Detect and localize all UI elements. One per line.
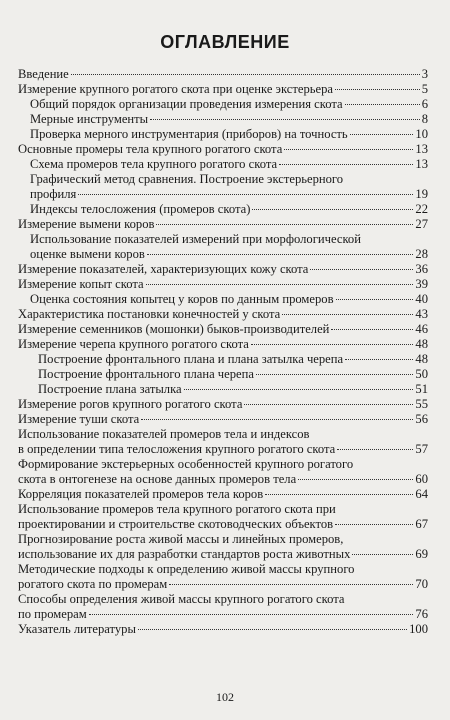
toc-entry-title-line: Графический метод сравнения. Построение экстерьерного: [30, 172, 344, 186]
toc-entry: [18, 547, 428, 562]
toc-entry-page: 48: [415, 352, 428, 366]
toc-entry: [18, 82, 428, 97]
toc-entry-title: Корреляция показателей промеров тела коров: [18, 487, 264, 501]
toc-entry: [30, 112, 428, 127]
toc-entry-title: скота в онтогенезе на основе данных промеров тела: [18, 472, 297, 486]
dot-leader: [78, 194, 413, 195]
dot-leader: [336, 299, 414, 300]
toc-entry-title: Указатель литературы: [18, 622, 136, 636]
toc-entry: [18, 277, 428, 292]
dot-leader: [150, 119, 420, 120]
toc-entry-page: 39: [415, 277, 428, 291]
toc-entry-title: Измерение вымени коров: [18, 217, 155, 231]
toc-entry-page: 69: [415, 547, 428, 561]
toc-entry-page: 10: [415, 127, 428, 141]
toc-entry-title-line: Использование показателей промеров тела и индексов: [18, 427, 310, 441]
toc-entry: [30, 247, 428, 262]
page-number: 102: [216, 690, 234, 704]
toc-entry-title: Измерение крупного рогатого скота при оценке экстерьера: [18, 82, 333, 96]
toc-entry-title: Измерение семенников (мошонки) быков-производителей: [18, 322, 330, 336]
dot-leader: [252, 209, 413, 210]
toc-entry: [38, 367, 428, 382]
dot-leader: [169, 584, 413, 585]
toc-entry: [18, 577, 428, 592]
toc-entry-page: 5: [421, 82, 428, 96]
toc-entry-page: 76: [415, 607, 428, 621]
toc-entry-title: Измерение туши скота: [18, 412, 140, 426]
dot-leader: [156, 224, 413, 225]
toc-entry: [18, 472, 428, 487]
toc-entry-page: 3: [421, 67, 428, 81]
dot-leader: [350, 134, 414, 135]
dot-leader: [71, 74, 420, 75]
toc-entry-title-line: Использование показателей измерений при морфологической: [30, 232, 361, 246]
toc-entry: [38, 352, 428, 367]
toc-entry-page: 13: [415, 157, 428, 171]
toc-entry-title: Измерение показателей, характеризующих кожу скота: [18, 262, 309, 276]
toc-entry: [30, 157, 428, 172]
toc-entry-title: профиля: [30, 187, 77, 201]
toc-entry: [18, 412, 428, 427]
dot-leader: [184, 389, 414, 390]
dot-leader: [335, 524, 413, 525]
toc-entry-page: 46: [415, 322, 428, 336]
toc-entry: [18, 142, 428, 157]
dot-leader: [345, 359, 413, 360]
toc-entry-title-line: Формирование экстерьерных особенностей крупного рогатого: [18, 457, 354, 471]
toc-entry: [18, 307, 428, 322]
toc-entry: [18, 442, 428, 457]
toc-entry-page: 13: [415, 142, 428, 156]
toc-entry-page: 22: [415, 202, 428, 216]
toc-entry-page: 50: [415, 367, 428, 381]
toc-entry: [18, 217, 428, 232]
toc-entry-title: в определении типа телосложения крупного рогатого скота: [18, 442, 336, 456]
dot-leader: [256, 374, 413, 375]
toc-entry: [30, 202, 428, 217]
toc-entry-title: проектировании и строительстве скотоводческих объектов: [18, 517, 334, 531]
toc-entry: [18, 517, 428, 532]
toc-entry: [30, 127, 428, 142]
dot-leader: [244, 404, 413, 405]
toc-entry-page: 70: [415, 577, 428, 591]
toc-entry-page: 6: [421, 97, 428, 111]
toc-entry-page: 64: [415, 487, 428, 501]
toc-entry: [38, 382, 428, 397]
toc-entry-title: по промерам: [18, 607, 87, 621]
toc-entry: [30, 292, 428, 307]
toc-entry-title: Измерение копыт скота: [18, 277, 144, 291]
toc-entry: [18, 322, 428, 337]
dot-leader: [284, 149, 413, 150]
toc-entry-title: Мерные инструменты: [30, 112, 149, 126]
toc-entry-title: Измерение рогов крупного рогатого скота: [18, 397, 243, 411]
toc-entry-page: 8: [421, 112, 428, 126]
toc-entry-page: 55: [415, 397, 428, 411]
dot-leader: [141, 419, 413, 420]
dot-leader: [282, 314, 413, 315]
dot-leader: [310, 269, 413, 270]
toc-entry-page: 27: [415, 217, 428, 231]
toc-entry-title: Общий порядок организации проведения измерения скота: [30, 97, 343, 111]
toc-entry-title: Схема промеров тела крупного рогатого скота: [30, 157, 278, 171]
dot-leader: [279, 164, 413, 165]
toc-entry-title: Измерение черепа крупного рогатого скота: [18, 337, 249, 351]
toc-entry: [30, 187, 428, 202]
toc-entry: [18, 337, 428, 352]
toc-entry: [18, 607, 428, 622]
toc-entry-page: 48: [415, 337, 428, 351]
toc-entry-title: Построение фронтального плана черепа: [38, 367, 254, 381]
dot-leader: [298, 479, 413, 480]
toc-entry: [30, 97, 428, 112]
toc-entry-title: использование их для разработки стандартов роста животных: [18, 547, 351, 561]
dot-leader: [337, 449, 413, 450]
toc-entry: [18, 397, 428, 412]
toc-entry-title-line: Способы определения живой массы крупного рогатого скота: [18, 592, 345, 606]
toc-entry-title: оценке вымени коров: [30, 247, 145, 261]
toc-entry-page: 67: [415, 517, 428, 531]
dot-leader: [345, 104, 420, 105]
toc-entry-title-line: Использование промеров тела крупного рогатого скота при: [18, 502, 336, 516]
toc-entry-title: Характеристика постановки конечностей у скота: [18, 307, 281, 321]
toc-entry-page: 51: [415, 382, 428, 396]
dot-leader: [89, 614, 414, 615]
toc-entry-page: 60: [415, 472, 428, 486]
dot-leader: [251, 344, 414, 345]
toc-entry-page: 40: [415, 292, 428, 306]
dot-leader: [335, 89, 420, 90]
toc-entry-title-line: Методические подходы к определению живой массы крупного: [18, 562, 355, 576]
toc-entry-title: Индексы телосложения (промеров скота): [30, 202, 251, 216]
page-title: ОГЛАВЛЕНИЕ: [160, 32, 290, 52]
dot-leader: [147, 254, 414, 255]
toc-entry: [18, 622, 428, 637]
toc-entry-page: 36: [415, 262, 428, 276]
dot-leader: [352, 554, 413, 555]
toc-entry: [18, 67, 428, 82]
toc-entry-title: Введение: [18, 67, 69, 81]
toc-entry-title: Оценка состояния копытец у коров по данным промеров: [30, 292, 334, 306]
dot-leader: [265, 494, 413, 495]
toc-entry-title-line: Прогнозирование роста живой массы и линейных промеров,: [18, 532, 344, 546]
toc-entry: [18, 487, 428, 502]
toc-entry-page: 43: [415, 307, 428, 321]
toc-entry-page: 56: [415, 412, 428, 426]
toc-entry-title: Основные промеры тела крупного рогатого скота: [18, 142, 283, 156]
dot-leader: [331, 329, 413, 330]
toc-entry-title: Построение фронтального плана и плана затылка черепа: [38, 352, 344, 366]
toc-entry-title: рогатого скота по промерам: [18, 577, 168, 591]
dot-leader: [138, 629, 407, 630]
toc-entry-page: 57: [415, 442, 428, 456]
toc-entry-title: Построение плана затылка: [38, 382, 182, 396]
toc-entry-page: 100: [409, 622, 428, 636]
dot-leader: [146, 284, 414, 285]
toc-entry-page: 28: [415, 247, 428, 261]
toc-entry-page: 19: [415, 187, 428, 201]
toc-entry-title: Проверка мерного инструментария (приборов) на точность: [30, 127, 348, 141]
toc-entry: [18, 262, 428, 277]
